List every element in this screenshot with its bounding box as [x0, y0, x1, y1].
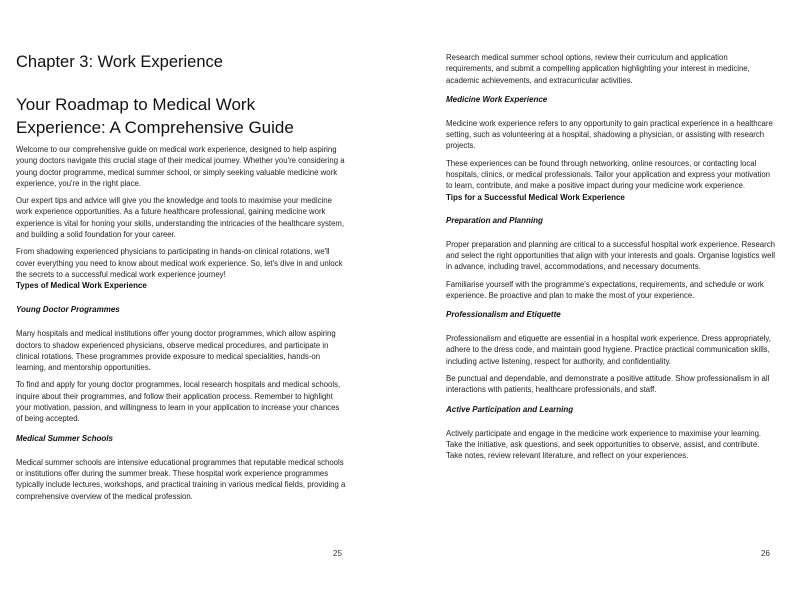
prof-paragraph-2: Be punctual and dependable, and demonstrate a positive attitude. Show professionalism in all interactions with patients, healthcare professionals, and staff.: [446, 374, 770, 395]
prep-paragraph-1: Proper preparation and planning are critical to a successful hospital work experience. Research and select the right opportunities that align with your interests and goals. Organise logistics well in advance, including travel, accommodations, and necessary documents.: [446, 239, 775, 272]
intro-paragraph-2: Our expert tips and advice will give you the knowledge and tools to maximise your medicine work experience opportunities. As a future healthcare professional, gaining medicine work experience is vital for honing your skills, understanding the intricacies of the healthcare system, and building a solid foundation for your career.: [16, 196, 345, 240]
right-page: [397, 0, 794, 596]
page-title: Your Roadmap to Medical Work Experience: A Comprehensive Guide: [16, 95, 294, 137]
tips-heading: Tips for a Successful Medical Work Experience: [446, 192, 625, 202]
active-paragraph: Actively participate and engage in the medicine work experience to maximise your learning. Take the initiative, ask questions, and seek opportunities to observe, assist, and contribute. Take notes, review relevant literature, and reflect on your experiences.: [446, 428, 762, 461]
left-page-content: [16, 52, 346, 502]
preparation-planning-heading: Preparation and Planning: [446, 215, 543, 225]
page-number-right: 26: [761, 549, 770, 558]
ydp-paragraph-2: To find and apply for young doctor programmes, local research hospitals and medical schools, inquire about their programmes, and follow their application process. Remember to highlight your motivation, passion, and willingness to learn in your application to increase your chances of being accepted.: [16, 380, 341, 424]
right-page-content: [446, 52, 776, 462]
medicine-work-experience-heading: Medicine Work Experience: [446, 94, 548, 104]
intro-paragraph-1: Welcome to our comprehensive guide on medical work experience, designed to help aspiring young doctors navigate this crucial stage of their medical journey. Whether you're considering a young doctor programme, medical summer school, or simply seeking valuable medicine work experience, you're in the right place.: [16, 145, 345, 188]
mss-paragraph: Medical summer schools are intensive educational programmes that reputable medical schools or institutions offer during the summer break. These hospital work experience programmes typically include lectures, workshops, and practical training in various medical fields, providing a comprehensive overview of the medical profession.: [16, 457, 346, 501]
mwe-paragraph-2: These experiences can be found through networking, online resources, or contacting local hospitals, clinics, or medical professionals. Tailor your application and express your motivation to learn, contribute, and make a positive impact during your medicine work experience.: [446, 158, 771, 191]
active-participation-heading: Active Participation and Learning: [446, 404, 574, 414]
mwe-paragraph-1: Medicine work experience refers to any opportunity to gain practical experience in a healthcare setting, such as volunteering at a hospital, shadowing a physician, or assisting with research projects.: [446, 118, 773, 151]
summer-school-research-paragraph: Research medical summer school options, review their curriculum and application requirements, and submit a compelling application highlighting your interest in medicine, academic achievements, and extracurricular activities.: [446, 53, 750, 85]
types-heading: Types of Medical Work Experience: [16, 281, 147, 291]
prep-paragraph-2: Familiarise yourself with the programme's expectations, requirements, and schedule or work experience. Be proactive and plan to make the most of your experience.: [446, 279, 764, 300]
professionalism-etiquette-heading: Professionalism and Etiquette: [446, 310, 561, 320]
young-doctor-programmes-heading: Young Doctor Programmes: [16, 305, 120, 315]
page-number-left: 25: [333, 549, 342, 558]
medical-summer-schools-heading: Medical Summer Schools: [16, 433, 113, 443]
ydp-paragraph-1: Many hospitals and medical institutions offer young doctor programmes, which allow aspiring doctors to shadow experienced physicians, observe medical procedures, and participate in clinical rotations. These programmes provide exposure to medical specialities, hands-on learning, and mentorship opportunities.: [16, 329, 336, 373]
chapter-heading: Chapter 3: Work Experience: [16, 53, 223, 71]
prof-paragraph-1: Professionalism and etiquette are essential in a hospital work experience. Dress appropriately, adhere to the dress code, and maintain good hygiene. Practice practical communication skills, including active listening, respect for authority, and confidentiality.: [446, 334, 771, 366]
intro-paragraph-3: From shadowing experienced physicians to participating in hands-on clinical rotations, we'll cover everything you need to know about medical work experience. So, let's dive in and unlock the secrets to a successful medical work experience journey!: [16, 247, 343, 279]
